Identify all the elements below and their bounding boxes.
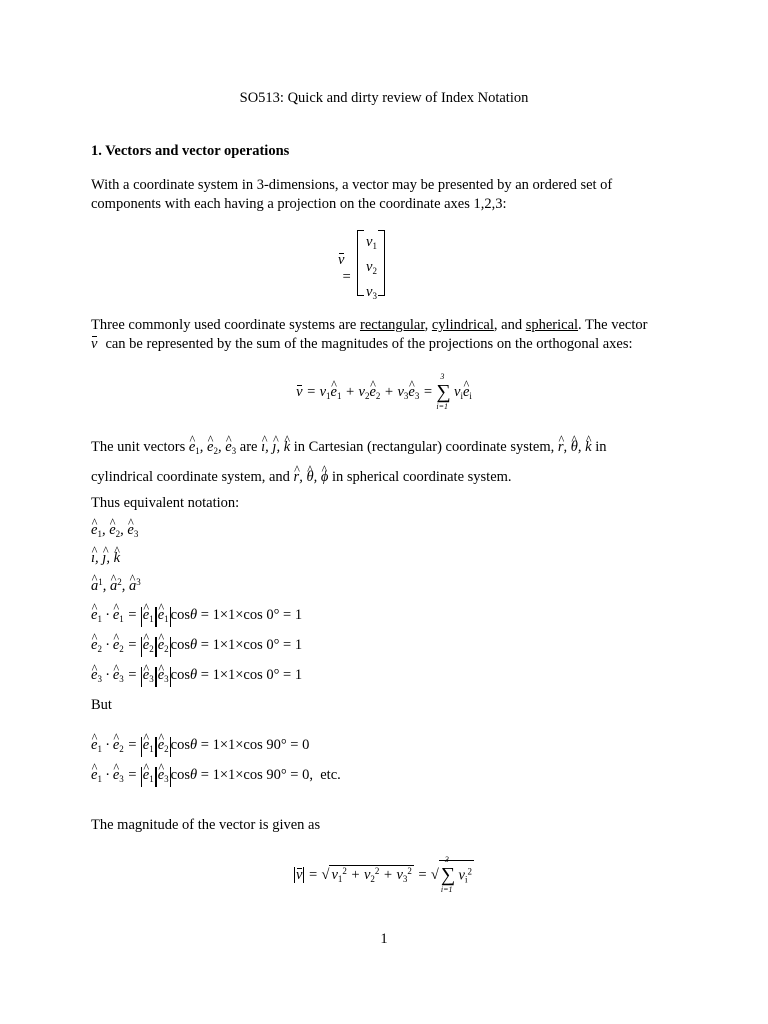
- link-cylindrical: cylindrical: [431, 317, 494, 333]
- para2-start: Three commonly used coordinate systems are: [91, 317, 360, 333]
- magnitude-equation: v = √ $v_1^2 + v_2^2 + v_3^2$ = √ 3 ∑ i=1 $v_i^2$: [296, 855, 472, 894]
- coord-systems-paragraph: Three commonly used coordinate systems are rectangular, cylindrical, and spherical. The vector v can be represented by the sum of the magnitudes of the projections on the orthogonal axes:: [91, 317, 648, 352]
- para2-line-2: can be represented by the sum of the magnitudes of the projections on the orthogonal axes:: [105, 336, 633, 352]
- vector-matrix-equation: v = $v_1$ $v_2$ $v_3$: [0, 228, 768, 296]
- intro-line-1: With a coordinate system in 3-dimensions, a vector may be presented by an ordered set of: [91, 177, 613, 193]
- equiv-notation-label: Thus equivalent notation:: [91, 495, 240, 511]
- document-title: SO513: Quick and dirty review of Index Notation: [239, 90, 529, 106]
- vector-sum-equation: $v = v_1\^{}$ $e_1$ + $v_2\^{}$ $e_2$ + $v_3\^{}$ $e_3$ = 3 ∑ i=1 $v_i\^{}$ $e_i$: [0, 378, 768, 408]
- unit-vectors-paragraph: The unit vectors ^ $e_1$, ^ $e_2$, ^ $e_3$ are ^ ı, ^ ȷ, ^ k in Cartesian (rectangular) coordinate system, ^ r, ^ θ, ^ k in cylindrical coordinate system, and ^ r, ^ θ, ^ ϕ in spherical coordinate system.: [91, 434, 691, 490]
- orthogonal-equations: ^ $e_1$ · ^ $e_2$ = ^ $e_1\^{}$ $e_2$ cosθ = 1×1×cos 90° = 0 ^ $e_1$ · ^ $e_3$ = ^ $e_1\^{}$ $e_3$ cosθ = 1×1×cos 90° = 0, etc.: [91, 732, 691, 792]
- magnitude-text: The magnitude of the vector is given as: [91, 817, 321, 833]
- link-spherical: spherical: [525, 317, 579, 333]
- intro-line-2: components with each having a projection on the coordinate axes 1,2,3:: [91, 196, 507, 212]
- equivalent-notation-list: ^ $e_1$, ^ $e_2$, ^ $e_3$ ^ ı, ^ ȷ, ^ k ^ $a^1$, ^ $a^2$, ^ $a^3$: [91, 518, 691, 598]
- section-heading: 1. Vectors and vector operations: [91, 143, 290, 159]
- etc-text: etc.: [320, 767, 341, 784]
- but-label: But: [91, 697, 112, 713]
- intro-paragraph: [91, 176, 691, 214]
- dot-product-equations: ^ $e_1$ · ^ $e_1$ = ^ $e_1\^{}$ $e_1$ cosθ = 1×1×cos 0° = 1 ^ $e_2$ · ^ $e_2$ = ^ $e_2\^{}$ $e_2$ cosθ = 1×1×cos 0° = 1 ^ $e_3$ · ^ $e_3$ = ^ $e_3\^{}$ $e_3$ cosθ = 1×1×cos 0° = 1: [91, 602, 691, 692]
- page-number: 1: [380, 931, 388, 947]
- link-rectangular: rectangular: [359, 317, 425, 333]
